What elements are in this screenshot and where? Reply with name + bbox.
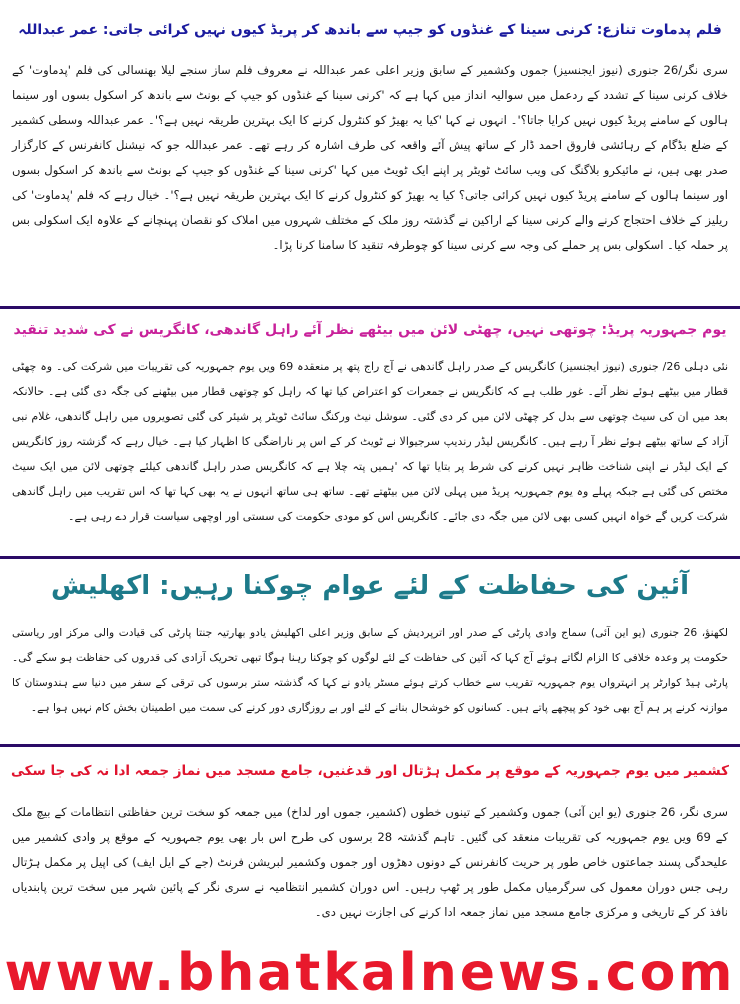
- article-headline: کشمیر میں یوم جمہوریہ کے موقع پر مکمل ہڑتال اور قدغنیں، جامع مسجد میں نماز جمعہ ادا نہ کی جا سکی: [11, 763, 729, 779]
- section-divider: [0, 744, 740, 747]
- article-body: نئی دہلی 26/ جنوری (نیوز ایجنسیز) کانگریس کے صدر راہل گاندھی نے آج راج پتھ پر منعقدہ 69 ویں یوم جمہوریہ کی تقریبات میں شرکت کی۔ وہ چھٹی قطار میں بیٹھے ہوئے نظر آئے۔ غور طلب ہے کہ کانگریس نے جمعرات کو اعتراض کیا تھا کہ راہل کو چوتھی قطار میں بیٹھنے کی جگہ دی گئی ہے۔ حالانکہ بعد میں ان کی سیٹ چوتھی سے بدل کر چھٹی لائن میں کر دی گئی۔ سوشل نیٹ ورکنگ سائٹ ٹویٹر پر شیئر کی گئی تصویروں میں راہل گاندھی، غلام نبی آزاد کے ساتھ بیٹھے ہوئے نظر آ رہے ہیں۔ کانگریس لیڈر رندیپ سرجیوالا نے ٹویٹ کر کے اس پر ناراضگی کا اظہار کیا ہے۔ خیال رہے کہ گزشتہ روز کانگریس کے ایک لیڈر نے اپنی شناخت ظاہر نہیں کرنے کی شرط پر بتایا تھا کہ 'ہمیں پتہ چلا ہے کہ کانگریس صدر راہل گاندھی کیلئے چوتھی لائن میں ایک سیٹ مختص کی گئی ہے جبکہ پہلے وہ یوم جمہوریہ پریڈ میں پہلی لائن میں بیٹھتے تھے۔ ساتھ ہی ساتھ انہوں نے یہ بھی کہا تھا کہ اس تقریب میں راہل گاندھی شرکت کریں گے خواہ انہیں کسی بھی لائن میں جگہ دی جائے۔ کانگریس اس کو مودی حکومت کی سستی اور اوچھی سیاست قرار دے رہی ہے۔: [12, 360, 729, 523]
- article-body: لکھنؤ، 26 جنوری (یو این آئی) سماج وادی پارٹی کے صدر اور اترپردیش کے سابق وزیر اعلی اکھلیش یادو بھارتیہ جنتا پارٹی کی قیادت والی مرکز اور ریاستی حکومت پر وعدہ خلافی کا الزام لگاتے ہوئے آج کہا کہ آئین کی حفاظت کے لئے لوگوں کو چوکنا رہنا ہوگا تبھی تحریک آزادی کی قدروں کی حفاظت ہو سکے گی۔ پارٹی ہیڈ کوارٹر پر انہترواں یوم جمہوریہ تقریب سے خطاب کرتے ہوئے مسٹر یادو نے کہا کہ گذشتہ ستر برسوں کی ترقی کے سفر میں دنیا سے ہندوستان کا موازنہ کرنے پر ہم آج بھی خود کو پیچھے پاتے ہیں۔ کسانوں کو خوشحال بنانے کے لئے اور بے روزگاری دور کرنے کی سمت میں اطمینان بخش کام نہیں ہوا ہے۔: [12, 626, 728, 714]
- article-headline: فلم پدماوت تنازع: کرنی سینا کے غنڈوں کو جیپ سے باندھ کر پریڈ کیوں نہیں کرائی جاتی: عمر عبداللہ: [18, 22, 722, 38]
- article-kashmir-strike: [0, 748, 740, 938]
- section-divider: [0, 306, 740, 309]
- article-akhilesh: [0, 560, 740, 740]
- article-padmaavat: [0, 0, 740, 305]
- article-body: سری نگر، 26 جنوری (یو این آئی) جموں وکشمیر کے تینوں خطوں (کشمیر، جموں اور لداخ) میں جمعہ کو سخت ترین حفاظتی انتظامات کے بیچ ملک کے 69 ویں یوم جمہوریہ کی تقریبات منعقد کی گئیں۔ تاہم گذشتہ 28 برسوں کی طرح اس بار بھی یوم جمہوریہ کے موقع پر وادی کشمیر میں علیحدگی پسند جماعتوں خاص طور پر حریت کانفرنس کے دونوں دھڑوں اور جموں وکشمیر لبریشن فرنٹ (جے کے ایل ایف) کی اپیل پر مکمل ہڑتال رہی جس دوران معمول کی سرگرمیاں مکمل طور پر ٹھپ رہیں۔ اس دوران کشمیر انتظامیہ نے سری نگر کے پائین شہر میں سخت ترین پابندیاں نافذ کر کے تاریخی و مرکزی جامع مسجد میں نماز جمعہ ادا کرنے کی اجازت نہیں دی۔: [12, 805, 729, 919]
- site-watermark: www.bhatkalnews.com: [4, 943, 736, 1003]
- article-headline: یوم جمہوریہ پریڈ: چوتھی نہیں، چھٹی لائن میں بیٹھے نظر آئے راہل گاندھی، کانگریس نے کی شدید تنقید: [13, 322, 727, 338]
- article-headline: آئین کی حفاظت کے لئے عوام چوکنا رہیں: اکھلیش: [50, 571, 690, 601]
- article-republic-day-parade: [0, 310, 740, 553]
- article-body: سری نگر/26 جنوری (نیوز ایجنسیز) جموں وکشمیر کے سابق وزیر اعلی عمر عبداللہ نے معروف فلم ساز سنجے لیلا بھنسالی کی فلم 'پدماوت' کے خلاف کرنی سینا کے تشدد کے ردعمل میں سوالیہ انداز میں کہا ہے کہ 'کرنی سینا کے غنڈوں کو جیپ کے بونٹ سے باندھ کر اسکول بسوں اور سینما ہالوں کے سامنے پریڈ کیوں نہیں کرایا جاتا؟'۔ انہوں نے کہا 'کیا یہ بھیڑ کو کنٹرول کرنے کا ایک بہترین طریقہ نہیں ہے؟'۔ عمر عبداللہ وسطی کشمیر کے ضلع بڈگام کے رہائشی فاروق احمد ڈار کے ساتھ پیش آئے واقعہ کی طرف اشارہ کر رہے تھے۔ عمر عبداللہ جو کہ نیشنل کانفرنس کے کارگزار صدر بھی ہیں، نے مائیکرو بلاگنگ کی ویب سائٹ ٹویٹر پر اپنے ایک ٹویٹ میں کہا 'کرنی سینا کے غنڈوں کو جیپ کے بونٹ سے باندھ کر اسکول بسوں اور سینما ہالوں کے سامنے پریڈ کیوں نہیں کرائی جاتی؟ کیا یہ بھیڑ کو کنٹرول کرنے کا ایک بہترین طریقہ نہیں ہے؟'۔ خیال رہے کہ فلم 'پدماوت' کی ریلیز کے خلاف احتجاج کرنے والے کرنی سینا کے اراکین نے گذشتہ روز ملک کے مختلف شہروں میں املاک کو نقصان پہنچانے کے علاوہ ایک اسکولی بس پر حملہ کیا۔ اسکولی بس پر حملے کی وجہ سے کرنی سینا کو چوطرفہ تنقید کا سامنا کرنا پڑا۔: [12, 63, 728, 252]
- section-divider: [0, 556, 740, 559]
